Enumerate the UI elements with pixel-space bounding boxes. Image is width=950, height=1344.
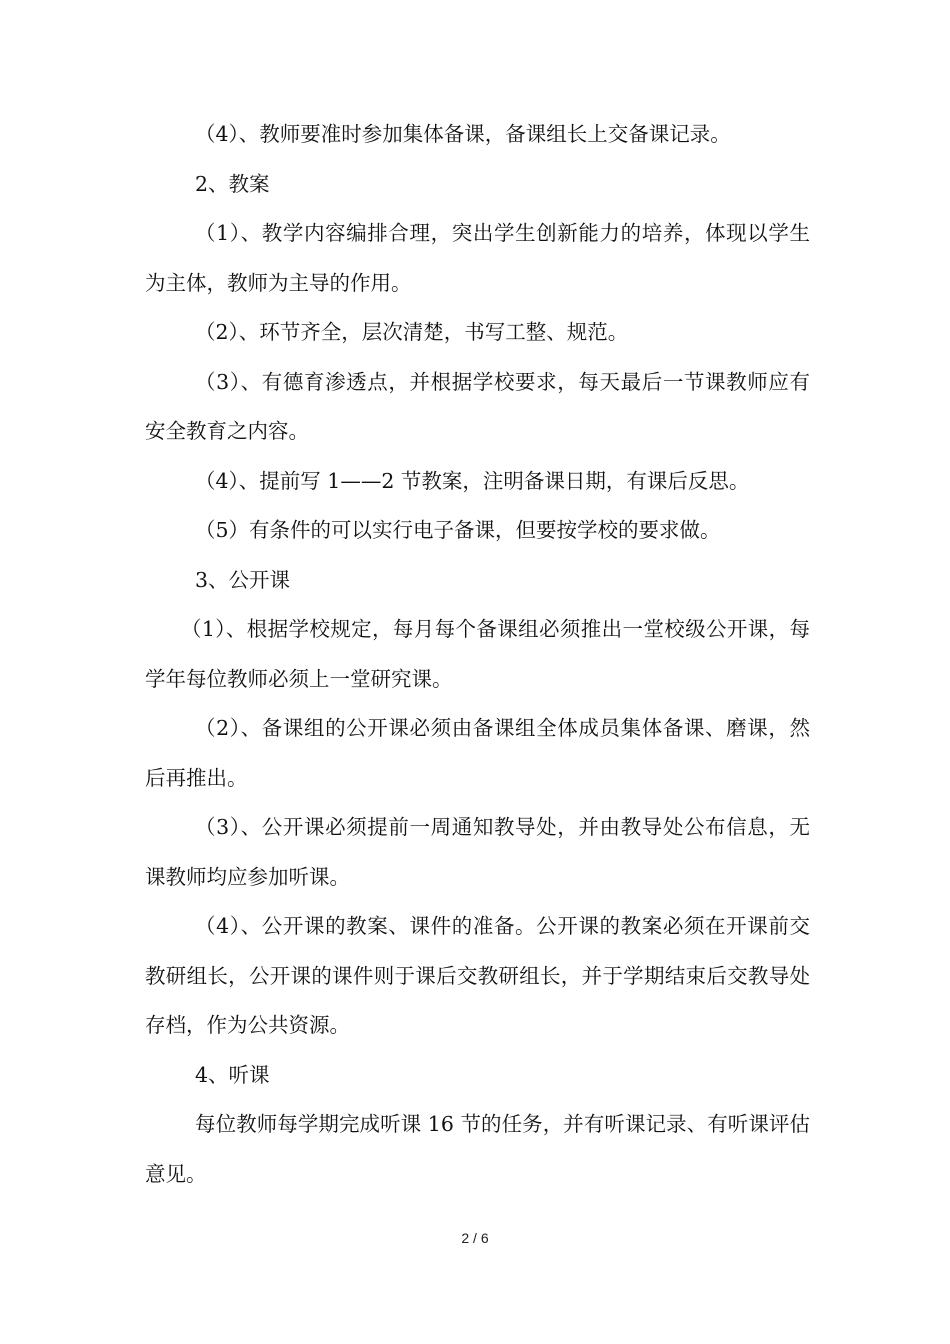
paragraph-9: （1）、根据学校规定，每月每个备课组必须推出一堂校级公开课，每学年每位教师必须上一堂研究课。 bbox=[145, 617, 810, 691]
paragraph-6: （4）、提前写 1——2 节教案，注明备课日期，有课后反思。 bbox=[195, 468, 750, 493]
paragraph-3: （1）、教学内容编排合理，突出学生创新能力的培养，体现以学生为主体，教师为主导的作用。 bbox=[145, 221, 810, 295]
document-body bbox=[145, 110, 810, 1199]
paragraph-1: （4）、教师要准时参加集体备课，备课组长上交备课记录。 bbox=[195, 122, 731, 146]
paragraph-10: （2）、备课组的公开课必须由备课组全体成员集体备课、磨课，然后再推出。 bbox=[145, 716, 810, 790]
paragraph-11: （3）、公开课必须提前一周通知教导处，并由教导处公布信息，无课教师均应参加听课。 bbox=[145, 815, 810, 889]
paragraph-7: （5）有条件的可以实行电子备课，但要按学校的要求做。 bbox=[195, 518, 721, 542]
paragraph-4: （2）、环节齐全，层次清楚，书写工整、规范。 bbox=[195, 320, 629, 344]
page-number: 2 / 6 bbox=[461, 1230, 489, 1246]
heading-lesson-plan: 2、教案 bbox=[195, 171, 270, 196]
paragraph-14: 每位教师每学期完成听课 16 节的任务，并有听课记录、有听课评估意见。 bbox=[145, 1112, 810, 1186]
paragraph-12: （4）、公开课的教案、课件的准备。公开课的教案必须在开课前交教研组长，公开课的课件则于课后交教研组长，并于学期结束后交教导处存档，作为公共资源。 bbox=[145, 914, 810, 1037]
paragraph-5: （3）、有德育渗透点，并根据学校要求，每天最后一节课教师应有安全教育之内容。 bbox=[145, 369, 810, 443]
heading-open-class: 3、公开课 bbox=[195, 567, 291, 592]
heading-observation: 4、听课 bbox=[195, 1062, 270, 1087]
